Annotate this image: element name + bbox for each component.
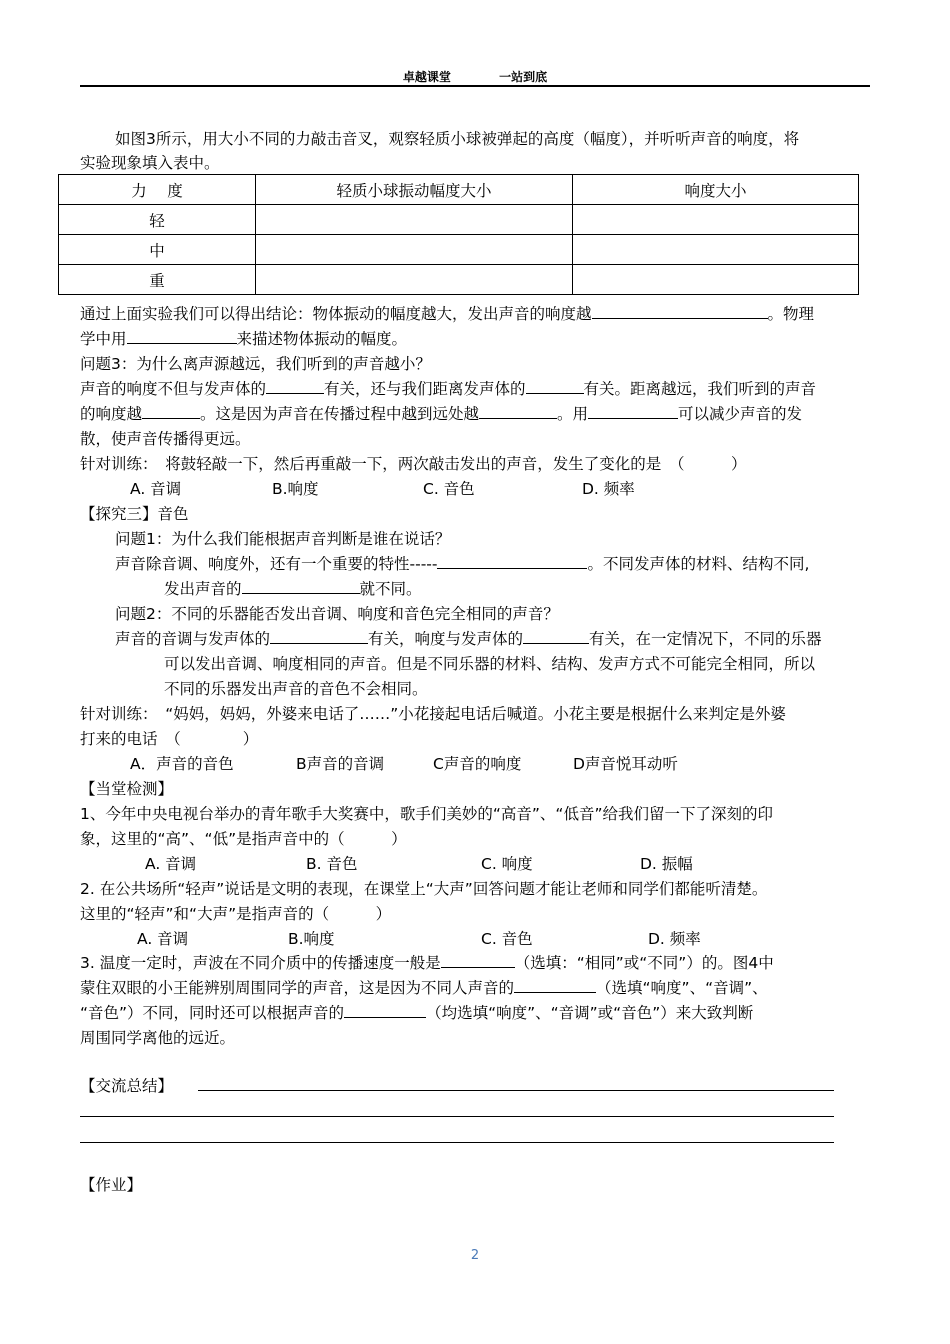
fill-blank[interactable] [479, 402, 557, 419]
explore-text: 就不同。 [359, 580, 422, 598]
explore-3-q2-line-1 [115, 627, 822, 651]
check-q1-line-1: 1、今年中央电视台举办的青年歌手大奖赛中，歌手们美妙的“高音”、“低音”给我们留一下了深刻的印 [80, 805, 773, 823]
explore-text: 发出声音的 [164, 580, 242, 598]
table-header-loudness: 响度大小 [573, 175, 859, 205]
check-q3-line-4: 周围同学离他的远近。 [80, 1029, 236, 1047]
table-cell-blank[interactable] [256, 265, 573, 295]
check-text: 蒙住双眼的小王能辨别周围同学的声音，这是因为不同人声音的 [80, 979, 515, 997]
check-text: （选填：“相同”或“不同”）的。图4中 [514, 954, 774, 972]
table-row-label: 轻 [59, 205, 256, 235]
fill-blank[interactable] [441, 951, 515, 968]
training-2-option-b[interactable]: B声音的音调 [296, 755, 385, 773]
training-1-option-c[interactable]: C. 音色 [423, 480, 475, 498]
fill-blank[interactable] [514, 976, 596, 993]
q3-line-1 [80, 377, 816, 401]
q3-line-3: 散，使声音传播得更远。 [80, 430, 251, 448]
explore-3-question-2: 问题2：不同的乐器能否发出音调、响度和音色完全相同的声音？ [115, 605, 559, 623]
explore-3-q2-line-3: 不同的乐器发出声音的音色不会相同。 [164, 680, 428, 698]
header-left: 卓越课堂 [402, 70, 451, 84]
summary-title: 【交流总结】 [80, 1077, 174, 1095]
training-2-option-d[interactable]: D声音悦耳动听 [573, 755, 678, 773]
page-number: 2 [470, 1248, 480, 1263]
explore-3-q2-line-2: 可以发出音调、响度相同的声音。但是不同乐器的材料、结构、发声方式不可能完全相同，所以 [164, 655, 816, 673]
table-header-amplitude: 轻质小球振动幅度大小 [256, 175, 573, 205]
conclusion-text: 来描述物体振动的幅度。 [236, 330, 408, 348]
summary-line[interactable] [80, 1142, 834, 1143]
check-q2-option-a[interactable]: A. 音调 [137, 930, 189, 948]
conclusion-line-2 [80, 327, 407, 351]
conclusion-text: 学中用 [80, 330, 127, 348]
check-q2-line-1: 2. 在公共场所“轻声”说话是文明的表现，在课堂上“大声”回答问题才能让老师和同学们都能听清楚。 [80, 880, 768, 898]
check-title: 【当堂检测】 [80, 780, 174, 798]
check-q3-line-3 [80, 1001, 753, 1025]
summary-line[interactable] [80, 1116, 834, 1117]
experiment-table [58, 174, 859, 295]
check-q2-line-2: 这里的“轻声”和“大声”是指声音的（ ） [80, 905, 392, 923]
check-q2-option-d[interactable]: D. 频率 [648, 930, 701, 948]
training-1-option-d[interactable]: D. 频率 [582, 480, 635, 498]
homework-title: 【作业】 [80, 1176, 143, 1194]
table-cell-blank[interactable] [573, 265, 859, 295]
check-text: “音色”）不同，同时还可以根据声音的 [80, 1004, 345, 1022]
fill-blank[interactable] [142, 402, 200, 419]
fill-blank[interactable] [523, 627, 589, 644]
check-q1-option-b[interactable]: B. 音色 [306, 855, 358, 873]
table-row-label: 中 [59, 235, 256, 265]
q3-text: 的响度越 [80, 405, 143, 423]
check-q1-option-d[interactable]: D. 振幅 [640, 855, 693, 873]
question-3-title: 问题3：为什么离声源越远，我们听到的声音越小？ [80, 355, 431, 373]
explore-text: 有关，在一定情况下，不同的乐器 [589, 630, 822, 648]
intro-line-1: 如图3所示，用大小不同的力敲击音叉，观察轻质小球被弹起的高度（幅度），并听听声音的响度，将 [115, 130, 800, 148]
training-2-option-c[interactable]: C声音的响度 [433, 755, 522, 773]
table-row-label: 重 [59, 265, 256, 295]
fill-blank[interactable] [242, 577, 360, 594]
explore-3-question-1: 问题1：为什么我们能根据声音判断是谁在说话？ [115, 530, 451, 548]
training-2-line-2: 打来的电话 （ ） [80, 730, 259, 748]
conclusion-text: 通过上面实验我们可以得出结论：物体振动的幅度越大，发出声音的响度越 [80, 305, 592, 323]
check-text: 3. 温度一定时，声波在不同介质中的传播速度一般是 [80, 954, 441, 972]
check-q3-line-2 [80, 976, 768, 1000]
training-1-option-a[interactable]: A. 音调 [130, 480, 182, 498]
table-cell-blank[interactable] [256, 205, 573, 235]
check-q3-line-1 [80, 951, 774, 975]
page-header [80, 68, 870, 87]
q3-text: 有关，还与我们距离发声体的 [324, 380, 526, 398]
fill-blank[interactable] [437, 552, 587, 569]
explore-text: 。不同发声体的材料、结构不同, [587, 555, 810, 573]
header-right: 一站到底 [499, 70, 548, 84]
fill-blank[interactable] [344, 1001, 426, 1018]
check-text: （均选填“响度”、“音调”或“音色”）来大致判断 [426, 1004, 754, 1022]
fill-blank[interactable] [127, 327, 237, 344]
conclusion-line-1 [80, 302, 814, 326]
table-header-force: 力 度 [59, 175, 256, 205]
training-2-option-a[interactable]: A．声音的音色 [130, 755, 234, 773]
explore-3-title: 【探究三】音色 [80, 505, 189, 523]
check-q1-option-c[interactable]: C. 响度 [481, 855, 533, 873]
table-cell-blank[interactable] [573, 205, 859, 235]
q3-text: 可以减少声音的发 [678, 405, 803, 423]
fill-blank[interactable] [266, 377, 324, 394]
explore-text: 有关，响度与发声体的 [368, 630, 524, 648]
training-2-line-1: 针对训练： “妈妈，妈妈，外婆来电话了……”小花接起电话后喊道。小花主要是根据什么来判定是外婆 [80, 705, 786, 723]
explore-3-q1-line-2 [164, 577, 422, 601]
q3-text: 。用 [557, 405, 589, 423]
check-q1-option-a[interactable]: A. 音调 [145, 855, 197, 873]
conclusion-text: 。物理 [767, 305, 815, 323]
fill-blank[interactable] [588, 402, 678, 419]
check-q1-line-2: 象，这里的“高”、“低”是指声音中的（ ） [80, 830, 407, 848]
check-q2-option-b[interactable]: B.响度 [288, 930, 335, 948]
intro-line-2: 实验现象填入表中。 [80, 154, 220, 172]
fill-blank[interactable] [526, 377, 584, 394]
q3-text: 有关。距离越远，我们听到的声音 [583, 380, 817, 398]
q3-line-2 [80, 402, 802, 426]
summary-line[interactable] [198, 1090, 834, 1091]
fill-blank[interactable] [592, 302, 768, 319]
table-cell-blank[interactable] [573, 235, 859, 265]
explore-text: 声音的音调与发声体的 [115, 630, 271, 648]
explore-3-q1-line-1 [115, 552, 809, 576]
training-1-question: 针对训练： 将鼓轻敲一下，然后再重敲一下，两次敲击发出的声音，发生了变化的是 （ ） [80, 455, 747, 473]
q3-text: 。这是因为声音在传播过程中越到远处越 [200, 405, 480, 423]
training-1-option-b[interactable]: B.响度 [272, 480, 319, 498]
fill-blank[interactable] [270, 627, 368, 644]
table-cell-blank[interactable] [256, 235, 573, 265]
q3-text: 声音的响度不但与发声体的 [80, 380, 267, 398]
check-q2-option-c[interactable]: C. 音色 [481, 930, 533, 948]
explore-text: 声音除音调、响度外，还有一个重要的特性----- [115, 555, 438, 573]
check-text: （选填“响度”、“音调”、 [596, 979, 768, 997]
